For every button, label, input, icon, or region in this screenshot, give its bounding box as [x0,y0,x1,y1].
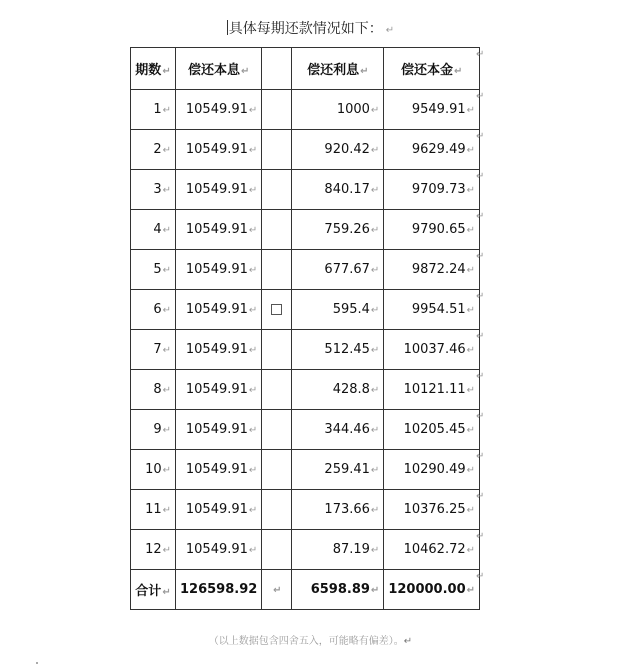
paragraph-mark-icon: ↵ [370,225,380,236]
principal-cell: 9709.73↵ [384,170,480,210]
gap-cell [262,570,292,610]
paragraph-mark-icon: ↵ [248,545,258,556]
paragraph-mark-icon: ↵ [466,225,476,236]
table-row [131,530,480,570]
period-cell: 11↵ [131,490,176,530]
row-end-mark-icon: ↵ [476,531,485,542]
paragraph-mark-icon: ↵ [370,345,380,356]
paragraph-mark-icon: ↵ [370,305,380,316]
paragraph-mark-icon: ↵ [370,105,380,116]
payment-cell: 10549.91↵ [176,170,262,210]
paragraph-mark-icon: ↵ [248,385,258,396]
interest-cell: 1000↵ [292,90,384,130]
paragraph-mark-icon: ↵ [370,265,380,276]
gap-cell [262,170,292,210]
payment-cell: 10549.91↵ [176,250,262,290]
row-end-mark-icon: ↵ [476,211,485,222]
row-end-mark-icon: ↵ [476,49,485,60]
header-period: 期数↵ [131,48,176,90]
principal-cell: 10290.49↵ [384,450,480,490]
paragraph-mark-icon: ↵ [370,585,380,596]
payment-cell: 10549.91↵ [176,450,262,490]
paragraph-mark-icon: ↵ [370,465,380,476]
paragraph-mark-icon: ↵ [466,185,476,196]
principal-cell: 10121.11↵ [384,370,480,410]
paragraph-mark-icon: ↵ [370,425,380,436]
gap-cell [262,530,292,570]
period-cell: 10↵ [131,450,176,490]
total-payment-cell: 126598.92 [176,570,262,610]
table-row [131,410,480,450]
interest-cell: 595.4↵ [292,290,384,330]
gap-cell [262,130,292,170]
period-cell: 8↵ [131,370,176,410]
paragraph-mark-icon: ↵ [466,345,476,356]
paragraph-mark-icon: ↵ [453,66,463,77]
row-end-mark-icon: ↵ [476,91,485,102]
interest-cell: 920.42↵ [292,130,384,170]
period-cell: 1↵ [131,90,176,130]
principal-cell: 10376.25↵ [384,490,480,530]
principal-cell: 10037.46↵ [384,330,480,370]
interest-cell: 344.46↵ [292,410,384,450]
gap-cell [262,210,292,250]
repayment-table [130,47,480,610]
table-row [131,290,480,330]
payment-cell: 10549.91↵ [176,490,262,530]
period-cell: 6↵ [131,290,176,330]
table-row [131,450,480,490]
paragraph-mark-icon: ↵ [162,425,171,436]
table-row [131,490,480,530]
paragraph-mark-icon: ↵ [248,465,258,476]
header-payment: 偿还本息↵ [176,48,262,90]
total-interest-cell: 6598.89↵ [292,570,384,610]
row-end-mark-icon: ↵ [476,291,485,302]
paragraph-mark-icon: ↵ [403,636,413,647]
paragraph-mark-icon: ↵ [248,145,258,156]
gap-cell [262,410,292,450]
paragraph-mark-icon: ↵ [162,505,171,516]
paragraph-mark-icon: ↵ [466,305,476,316]
principal-cell: 9872.24↵ [384,250,480,290]
paragraph-mark-icon: ↵ [162,105,171,116]
paragraph-mark-icon: ↵ [466,105,476,116]
row-end-mark-icon: ↵ [476,371,485,382]
paragraph-mark-icon: ↵ [248,345,258,356]
header-principal: 偿还本金↵ [384,48,480,90]
gap-cell [262,450,292,490]
gap-cell [262,250,292,290]
row-end-mark-icon: ↵ [476,571,485,582]
corner-tick [36,662,38,664]
row-end-mark-icon: ↵ [476,331,485,342]
row-end-mark-icon: ↵ [476,411,485,422]
paragraph-mark-icon: ↵ [162,305,171,316]
interest-cell: 428.8↵ [292,370,384,410]
paragraph-mark-icon: ↵ [162,587,171,598]
checkbox-placeholder-icon [271,304,282,315]
table-header-row [131,48,480,90]
principal-cell: 10462.72↵ [384,530,480,570]
payment-cell: 10549.91↵ [176,210,262,250]
gap-cell [262,490,292,530]
row-end-mark-icon: ↵ [476,491,485,502]
table-row [131,210,480,250]
paragraph-mark-icon: ↵ [248,265,258,276]
paragraph-mark-icon: ↵ [162,185,171,196]
paragraph-mark-icon: ↵ [162,345,171,356]
row-end-mark-icon: ↵ [476,451,485,462]
principal-cell: 9954.51↵ [384,290,480,330]
payment-cell: 10549.91↵ [176,130,262,170]
period-cell: 2↵ [131,130,176,170]
paragraph-mark-icon: ↵ [248,185,258,196]
footnote-text: （以上数据包含四舍五入，可能略有偏差）。 [208,636,404,647]
paragraph-mark-icon: ↵ [385,25,395,36]
paragraph-mark-icon: ↵ [360,66,369,77]
paragraph-mark-icon: ↵ [162,385,171,396]
paragraph-mark-icon: ↵ [370,145,380,156]
interest-cell: 677.67↵ [292,250,384,290]
header-interest: 偿还利息↵ [292,48,384,90]
paragraph-mark-icon: ↵ [162,225,171,236]
paragraph-mark-icon: ↵ [273,585,282,596]
gap-cell [262,90,292,130]
paragraph-mark-icon: ↵ [466,545,476,556]
payment-cell: 10549.91↵ [176,370,262,410]
paragraph-mark-icon: ↵ [466,425,476,436]
gap-cell [262,330,292,370]
period-cell: 5↵ [131,250,176,290]
paragraph-mark-icon: ↵ [248,505,258,516]
paragraph-mark-icon: ↵ [248,105,258,116]
period-cell: 7↵ [131,330,176,370]
payment-cell: 10549.91↵ [176,90,262,130]
paragraph-mark-icon: ↵ [466,465,476,476]
row-end-mark-icon: ↵ [476,171,485,182]
total-label-cell: 合计↵ [131,570,176,610]
table-row [131,90,480,130]
table-row [131,250,480,290]
principal-cell: 10205.45↵ [384,410,480,450]
row-end-mark-icon: ↵ [476,131,485,142]
footnote [0,632,621,647]
gap-cell [262,290,292,330]
payment-cell: 10549.91↵ [176,410,262,450]
payment-cell: 10549.91↵ [176,290,262,330]
interest-cell: 87.19↵ [292,530,384,570]
payment-cell: 10549.91↵ [176,530,262,570]
paragraph-mark-icon: ↵ [370,385,380,396]
paragraph-mark-icon: ↵ [162,465,171,476]
paragraph-mark-icon: ↵ [162,66,171,77]
paragraph-mark-icon: ↵ [370,185,380,196]
total-row [131,570,480,610]
document-heading [0,18,621,38]
text-cursor [227,20,228,35]
principal-cell: 9549.91↵ [384,90,480,130]
interest-cell: 512.45↵ [292,330,384,370]
paragraph-mark-icon: ↵ [466,145,476,156]
paragraph-mark-icon: ↵ [370,545,380,556]
interest-cell: 259.41↵ [292,450,384,490]
paragraph-mark-icon: ↵ [466,505,476,516]
paragraph-mark-icon: ↵ [466,265,476,276]
payment-cell: 10549.91↵ [176,330,262,370]
paragraph-mark-icon: ↵ [466,585,476,596]
paragraph-mark-icon: ↵ [248,425,258,436]
paragraph-mark-icon: ↵ [162,545,171,556]
paragraph-mark-icon: ↵ [248,305,258,316]
paragraph-mark-icon: ↵ [466,385,476,396]
principal-cell: 9629.49↵ [384,130,480,170]
total-principal-cell: 120000.00↵ [384,570,480,610]
row-end-mark-icon: ↵ [476,251,485,262]
header-gap-cell [262,48,292,90]
heading-text: 具体每期还款情况如下： [228,21,383,37]
paragraph-mark-icon: ↵ [248,225,258,236]
table-row [131,170,480,210]
period-cell: 12↵ [131,530,176,570]
paragraph-mark-icon: ↵ [240,66,250,77]
interest-cell: 173.66↵ [292,490,384,530]
period-cell: 4↵ [131,210,176,250]
period-cell: 9↵ [131,410,176,450]
interest-cell: 759.26↵ [292,210,384,250]
paragraph-mark-icon: ↵ [162,265,171,276]
paragraph-mark-icon: ↵ [162,145,171,156]
table-row [131,330,480,370]
gap-cell [262,370,292,410]
interest-cell: 840.17↵ [292,170,384,210]
period-cell: 3↵ [131,170,176,210]
principal-cell: 9790.65↵ [384,210,480,250]
paragraph-mark-icon: ↵ [370,505,380,516]
table-row [131,130,480,170]
table-row [131,370,480,410]
